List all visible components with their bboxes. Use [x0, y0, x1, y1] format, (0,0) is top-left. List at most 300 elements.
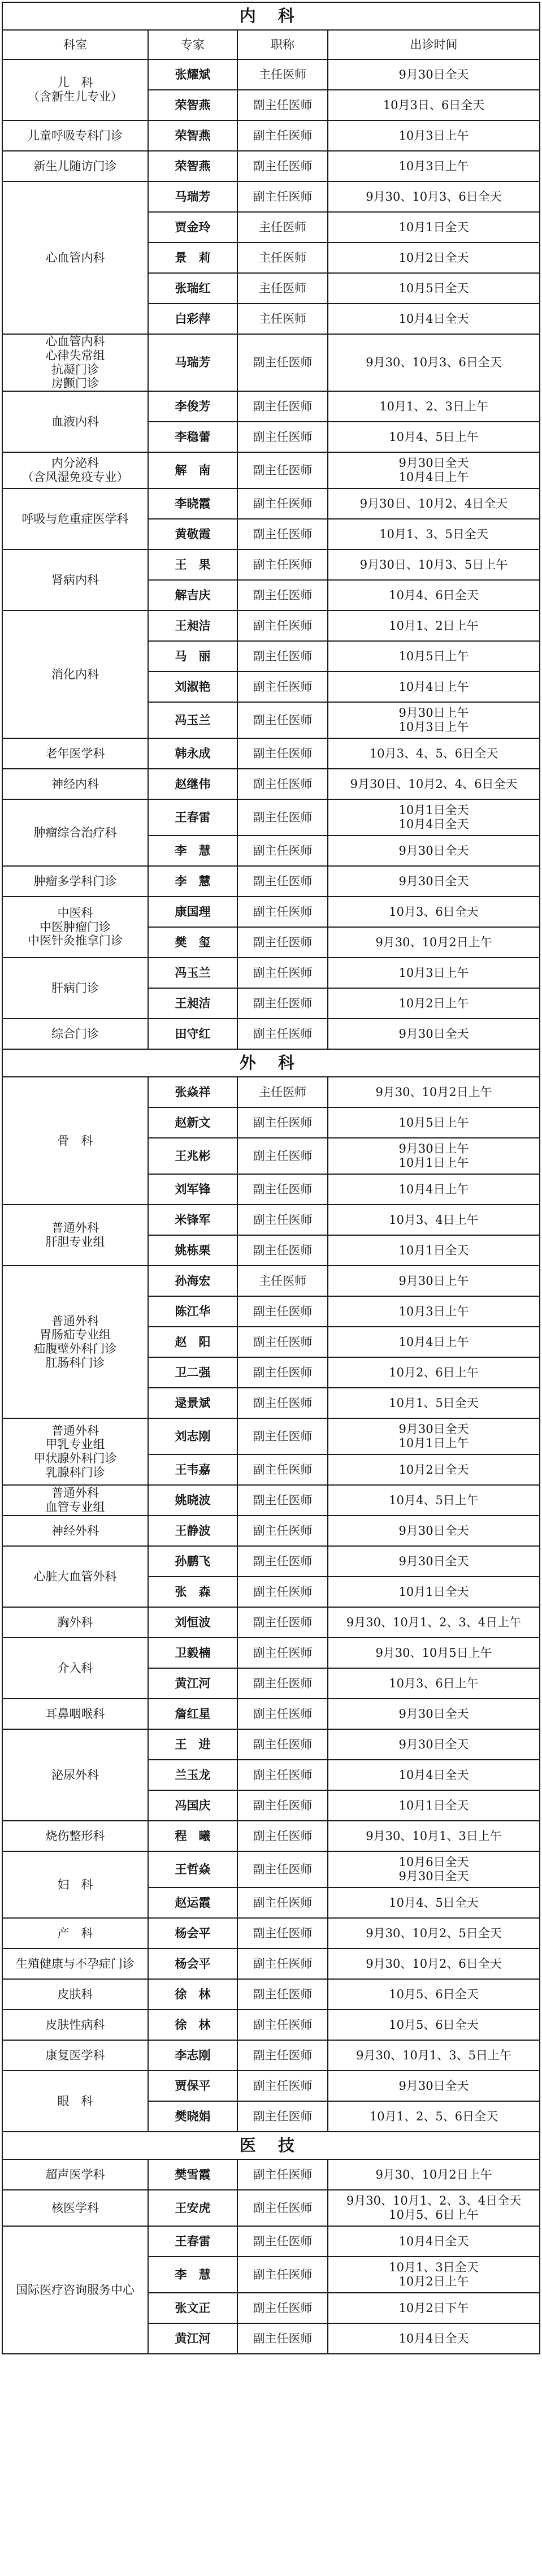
department-cell: 肿瘤多学科门诊	[2, 866, 148, 897]
doctor-cell: 程 曦	[148, 1821, 237, 1851]
time-cell: 9月30日全天	[328, 1729, 540, 1760]
table-row	[2, 549, 540, 580]
title-cell: 副主任医师	[237, 2323, 328, 2354]
title-cell: 副主任医师	[237, 2071, 328, 2101]
title-cell: 副主任医师	[237, 90, 328, 120]
doctor-cell: 李志刚	[148, 2040, 237, 2071]
title-cell: 副主任医师	[237, 1577, 328, 1607]
doctor-cell: 王昶洁	[148, 988, 237, 1019]
time-cell: 10月1日全天	[328, 1790, 540, 1821]
title-cell: 副主任医师	[237, 2293, 328, 2323]
time-cell: 10月4日上午	[328, 1327, 540, 1357]
department-cell: 儿 科 （含新生儿专业）	[2, 59, 148, 120]
title-cell: 副主任医师	[237, 181, 328, 212]
doctor-cell: 米锋军	[148, 1205, 237, 1235]
table-row	[2, 120, 540, 151]
table-row	[2, 1516, 540, 1546]
title-cell: 副主任医师	[237, 866, 328, 897]
title-cell: 副主任医师	[237, 334, 328, 391]
department-cell: 消化内科	[2, 611, 148, 738]
department-cell: 综合门诊	[2, 1019, 148, 1049]
title-cell: 主任医师	[237, 59, 328, 90]
doctor-cell: 姚栋栗	[148, 1235, 237, 1266]
doctor-cell: 李俊芳	[148, 391, 237, 422]
time-cell: 10月1、5日全天	[328, 1388, 540, 1418]
time-cell: 9月30日全天	[328, 835, 540, 866]
doctor-cell: 陈江华	[148, 1296, 237, 1327]
time-cell: 10月4日全天	[328, 2323, 540, 2354]
title-cell: 副主任医师	[237, 1418, 328, 1454]
doctor-cell: 樊 玺	[148, 927, 237, 958]
time-cell: 10月6日全天 9月30日全天	[328, 1851, 540, 1887]
doctor-cell: 徐 林	[148, 2010, 237, 2040]
title-cell: 副主任医师	[237, 2226, 328, 2257]
title-cell: 副主任医师	[237, 1205, 328, 1235]
table-row	[2, 1205, 540, 1235]
section-row	[2, 2, 540, 30]
title-cell: 副主任医师	[237, 151, 328, 181]
time-cell: 9月30日上午	[328, 1266, 540, 1296]
doctor-cell: 王 进	[148, 1729, 237, 1760]
time-cell: 10月1日全天 10月4日全天	[328, 799, 540, 835]
doctor-cell: 逯景斌	[148, 1388, 237, 1418]
time-cell: 9月30日上午 10月3日上午	[328, 702, 540, 738]
time-cell: 10月1日全天	[328, 1577, 540, 1607]
table-row	[2, 1918, 540, 1949]
title-cell: 副主任医师	[237, 519, 328, 549]
doctor-cell: 孙海宏	[148, 1266, 237, 1296]
table-row	[2, 958, 540, 988]
time-cell: 9月30、10月2日上午	[328, 2159, 540, 2190]
title-cell: 副主任医师	[237, 835, 328, 866]
title-cell: 副主任医师	[237, 1327, 328, 1357]
doctor-cell: 田守红	[148, 1019, 237, 1049]
table-row	[2, 1851, 540, 1887]
doctor-cell: 李 慧	[148, 2257, 237, 2293]
title-cell: 副主任医师	[237, 1638, 328, 1668]
time-cell: 10月1、2、3日上午	[328, 391, 540, 422]
department-cell: 生殖健康与不孕症门诊	[2, 1949, 148, 1979]
time-cell: 10月3日上午	[328, 120, 540, 151]
time-cell: 10月4日上午	[328, 1174, 540, 1205]
title-cell: 副主任医师	[237, 2159, 328, 2190]
title-cell: 副主任医师	[237, 1516, 328, 1546]
time-cell: 10月4、5日全天	[328, 1887, 540, 1918]
title-cell: 副主任医师	[237, 1729, 328, 1760]
table-row	[2, 866, 540, 897]
title-cell: 副主任医师	[237, 1887, 328, 1918]
title-cell: 副主任医师	[237, 549, 328, 580]
doctor-cell: 赵运霞	[148, 1887, 237, 1918]
title-cell: 副主任医师	[237, 641, 328, 672]
department-cell: 皮肤性病科	[2, 2010, 148, 2040]
title-cell: 副主任医师	[237, 1454, 328, 1485]
table-row	[2, 2040, 540, 2071]
time-cell: 9月30日全天	[328, 1019, 540, 1049]
doctor-cell: 樊雪霞	[148, 2159, 237, 2190]
time-cell: 9月30日上午 10月1日上午	[328, 1138, 540, 1174]
table-row	[2, 1485, 540, 1516]
table-row	[2, 2071, 540, 2101]
time-cell: 9月30、10月2日上午	[328, 927, 540, 958]
doctor-cell: 张 森	[148, 1577, 237, 1607]
title-cell: 主任医师	[237, 243, 328, 273]
section-row	[2, 2132, 540, 2159]
time-cell: 9月30日全天 10月1日上午	[328, 1418, 540, 1454]
time-cell: 9月30、10月2、6日全天	[328, 1949, 540, 1979]
time-cell: 10月4日全天	[328, 304, 540, 334]
title-cell: 主任医师	[237, 1077, 328, 1107]
time-cell: 10月4、5日上午	[328, 422, 540, 452]
table-row	[2, 391, 540, 422]
table-row	[2, 181, 540, 212]
department-cell: 产 科	[2, 1918, 148, 1949]
title-cell: 副主任医师	[237, 120, 328, 151]
doctor-cell: 王春雷	[148, 799, 237, 835]
doctor-cell: 李 慧	[148, 866, 237, 897]
time-cell: 10月3日上午	[328, 1296, 540, 1327]
title-cell: 副主任医师	[237, 958, 328, 988]
table-row	[2, 1077, 540, 1107]
department-cell: 心脏大血管外科	[2, 1546, 148, 1607]
doctor-cell: 马 丽	[148, 641, 237, 672]
time-cell: 9月30、10月2日上午	[328, 1077, 540, 1107]
schedule-table	[2, 2, 540, 2354]
table-row	[2, 59, 540, 90]
time-cell: 10月3日上午	[328, 151, 540, 181]
doctor-cell: 李 慧	[148, 835, 237, 866]
time-cell: 9月30日全天	[328, 2071, 540, 2101]
doctor-cell: 卫二强	[148, 1357, 237, 1388]
department-cell: 肿瘤综合治疗科	[2, 799, 148, 866]
doctor-cell: 刘恒波	[148, 1607, 237, 1638]
time-cell: 10月5、6日全天	[328, 2010, 540, 2040]
department-cell: 超声医学科	[2, 2159, 148, 2190]
table-row	[2, 151, 540, 181]
doctor-cell: 张文正	[148, 2293, 237, 2323]
time-cell: 10月1、2日上午	[328, 611, 540, 641]
doctor-cell: 王 果	[148, 549, 237, 580]
doctor-cell: 马瑞芳	[148, 181, 237, 212]
table-row	[2, 611, 540, 641]
doctor-cell: 王春雷	[148, 2226, 237, 2257]
doctor-cell: 白彩萍	[148, 304, 237, 334]
department-cell: 中医科 中医肿瘤门诊 中医针灸推拿门诊	[2, 897, 148, 958]
time-cell: 10月3、6日全天	[328, 897, 540, 927]
time-cell: 10月1、3、5日全天	[328, 519, 540, 549]
doctor-cell: 荣智燕	[148, 90, 237, 120]
title-cell: 副主任医师	[237, 452, 328, 488]
table-row	[2, 334, 540, 391]
section-title: 外 科	[2, 1049, 540, 1077]
title-cell: 副主任医师	[237, 1388, 328, 1418]
department-cell: 老年医学科	[2, 738, 148, 769]
department-cell: 眼 科	[2, 2071, 148, 2132]
table-row	[2, 1019, 540, 1049]
doctor-cell: 冯玉兰	[148, 702, 237, 738]
doctor-cell: 赵继伟	[148, 769, 237, 799]
time-cell: 9月30、10月1、3、5日上午	[328, 2040, 540, 2071]
title-cell: 主任医师	[237, 212, 328, 243]
department-cell: 心血管内科 心律失常组 抗凝门诊 房颤门诊	[2, 334, 148, 391]
time-cell: 10月2、6日上午	[328, 1357, 540, 1388]
time-cell: 10月4日全天	[328, 2226, 540, 2257]
time-cell: 9月30、10月3、6日全天	[328, 334, 540, 391]
department-cell: 皮肤科	[2, 1979, 148, 2010]
table-row	[2, 1949, 540, 1979]
title-cell: 副主任医师	[237, 1174, 328, 1205]
title-cell: 副主任医师	[237, 1546, 328, 1577]
doctor-cell: 杨会平	[148, 1949, 237, 1979]
time-cell: 10月1日全天	[328, 212, 540, 243]
table-row	[2, 897, 540, 927]
title-cell: 副主任医师	[237, 769, 328, 799]
doctor-cell: 冯国庆	[148, 1790, 237, 1821]
title-cell: 副主任医师	[237, 1918, 328, 1949]
title-cell: 副主任医师	[237, 1821, 328, 1851]
doctor-cell: 王哲焱	[148, 1851, 237, 1887]
doctor-cell: 张瑞红	[148, 273, 237, 304]
section-row	[2, 1049, 540, 1077]
time-cell: 10月5、6日全天	[328, 1979, 540, 2010]
table-row	[2, 1418, 540, 1454]
department-cell: 介入科	[2, 1638, 148, 1699]
doctor-cell: 徐 林	[148, 1979, 237, 2010]
department-cell: 儿童呼吸专科门诊	[2, 120, 148, 151]
title-cell: 副主任医师	[237, 1019, 328, 1049]
title-cell: 副主任医师	[237, 1138, 328, 1174]
time-cell: 10月4、5日上午	[328, 1485, 540, 1516]
title-cell: 副主任医师	[237, 391, 328, 422]
doctor-cell: 赵 阳	[148, 1327, 237, 1357]
department-cell: 烧伤整形科	[2, 1821, 148, 1851]
doctor-cell: 荣智燕	[148, 120, 237, 151]
title-cell: 副主任医师	[237, 1235, 328, 1266]
department-cell: 神经内科	[2, 769, 148, 799]
table-row	[2, 2190, 540, 2226]
time-cell: 10月3、4日上午	[328, 1205, 540, 1235]
title-cell: 副主任医师	[237, 1851, 328, 1887]
title-cell: 主任医师	[237, 304, 328, 334]
department-cell: 妇 科	[2, 1851, 148, 1918]
department-cell: 普通外科 胃肠疝专业组 疝腹壁外科门诊 肛肠科门诊	[2, 1266, 148, 1418]
time-cell: 10月3日、6日全天	[328, 90, 540, 120]
time-cell: 10月1、3日全天 10月2日上午	[328, 2257, 540, 2293]
doctor-cell: 贾金玲	[148, 212, 237, 243]
title-cell: 副主任医师	[237, 1790, 328, 1821]
department-cell: 心血管内科	[2, 181, 148, 334]
department-cell: 内分泌科 （含风湿免疫专业）	[2, 452, 148, 488]
title-cell: 副主任医师	[237, 672, 328, 702]
time-cell: 10月2日上午	[328, 988, 540, 1019]
time-cell: 10月1、2、5、6日全天	[328, 2101, 540, 2132]
title-cell: 副主任医师	[237, 927, 328, 958]
department-cell: 国际医疗咨询服务中心	[2, 2226, 148, 2354]
title-cell: 副主任医师	[237, 611, 328, 641]
doctor-cell: 詹红星	[148, 1699, 237, 1729]
title-cell: 副主任医师	[237, 580, 328, 611]
doctor-cell: 马瑞芳	[148, 334, 237, 391]
doctor-cell: 解吉庆	[148, 580, 237, 611]
table-row	[2, 1546, 540, 1577]
doctor-cell: 王安虎	[148, 2190, 237, 2226]
title-cell: 副主任医师	[237, 1949, 328, 1979]
time-cell: 9月30、10月3、6日全天	[328, 181, 540, 212]
doctor-cell: 荣智燕	[148, 151, 237, 181]
title-cell: 副主任医师	[237, 738, 328, 769]
time-cell: 10月3、4、5、6日全天	[328, 738, 540, 769]
department-cell: 肾病内科	[2, 549, 148, 611]
title-cell: 副主任医师	[237, 1699, 328, 1729]
title-cell: 副主任医师	[237, 1668, 328, 1699]
table-row	[2, 2226, 540, 2257]
time-cell: 9月30日、10月2、4、6日全天	[328, 769, 540, 799]
department-cell: 普通外科 血管专业组	[2, 1485, 148, 1516]
department-cell: 康复医学科	[2, 2040, 148, 2071]
department-cell: 核医学科	[2, 2190, 148, 2226]
doctor-cell: 王兆彬	[148, 1138, 237, 1174]
time-cell: 9月30、10月2、5日全天	[328, 1918, 540, 1949]
time-cell: 9月30、10月1、2、3、4日全天 10月5、6日上午	[328, 2190, 540, 2226]
table-row	[2, 1729, 540, 1760]
title-cell: 副主任医师	[237, 897, 328, 927]
title-cell: 副主任医师	[237, 2190, 328, 2226]
header-row	[2, 30, 540, 59]
doctor-cell: 刘淑艳	[148, 672, 237, 702]
time-cell: 10月3、6日上午	[328, 1668, 540, 1699]
title-cell: 副主任医师	[237, 422, 328, 452]
time-cell: 10月5日上午	[328, 1107, 540, 1138]
title-cell: 副主任医师	[237, 2040, 328, 2071]
doctor-cell: 李稳蕾	[148, 422, 237, 452]
table-row	[2, 799, 540, 835]
table-row	[2, 452, 540, 488]
time-cell: 9月30、10月5日上午	[328, 1638, 540, 1668]
department-cell: 骨 科	[2, 1077, 148, 1205]
time-cell: 10月2日下午	[328, 2293, 540, 2323]
table-row	[2, 1266, 540, 1296]
department-cell: 胸外科	[2, 1607, 148, 1638]
table-row	[2, 738, 540, 769]
doctor-cell: 李晓霞	[148, 488, 237, 519]
title-cell: 副主任医师	[237, 2010, 328, 2040]
section-title: 医 技	[2, 2132, 540, 2159]
doctor-cell: 樊晓娟	[148, 2101, 237, 2132]
doctor-cell: 王静波	[148, 1516, 237, 1546]
title-cell: 副主任医师	[237, 799, 328, 835]
department-cell: 血液内科	[2, 391, 148, 452]
department-cell: 神经外科	[2, 1516, 148, 1546]
title-cell: 副主任医师	[237, 1607, 328, 1638]
time-cell: 9月30日、10月2、4日全天	[328, 488, 540, 519]
doctor-cell: 黄敬霞	[148, 519, 237, 549]
doctor-cell: 景 莉	[148, 243, 237, 273]
table-row	[2, 1699, 540, 1729]
department-cell: 新生儿随访门诊	[2, 151, 148, 181]
doctor-cell: 王昶洁	[148, 611, 237, 641]
title-cell: 副主任医师	[237, 1296, 328, 1327]
department-cell: 普通外科 甲乳专业组 甲状腺外科门诊 乳腺科门诊	[2, 1418, 148, 1485]
table-row	[2, 2159, 540, 2190]
doctor-cell: 刘志刚	[148, 1418, 237, 1454]
time-cell: 10月2日全天	[328, 243, 540, 273]
time-cell: 9月30日全天	[328, 59, 540, 90]
title-cell: 副主任医师	[237, 488, 328, 519]
title-cell: 副主任医师	[237, 1760, 328, 1790]
table-row	[2, 1821, 540, 1851]
title-cell: 副主任医师	[237, 1107, 328, 1138]
table-row	[2, 1607, 540, 1638]
table-row	[2, 2010, 540, 2040]
doctor-cell: 刘军锋	[148, 1174, 237, 1205]
column-header-dept: 科室	[2, 30, 148, 59]
time-cell: 9月30日、10月3、5日上午	[328, 549, 540, 580]
title-cell: 副主任医师	[237, 2101, 328, 2132]
doctor-cell: 冯玉兰	[148, 958, 237, 988]
title-cell: 主任医师	[237, 273, 328, 304]
column-header-time: 出诊时间	[328, 30, 540, 59]
title-cell: 主任医师	[237, 1266, 328, 1296]
doctor-cell: 姚晓波	[148, 1485, 237, 1516]
doctor-cell: 张耀斌	[148, 59, 237, 90]
time-cell: 9月30日全天	[328, 1516, 540, 1546]
column-header-title: 职称	[237, 30, 328, 59]
doctor-cell: 赵新文	[148, 1107, 237, 1138]
time-cell: 9月30、10月1、2、3、4日上午	[328, 1607, 540, 1638]
time-cell: 9月30日全天	[328, 1699, 540, 1729]
doctor-cell: 兰玉龙	[148, 1760, 237, 1790]
section-title: 内 科	[2, 2, 540, 30]
title-cell: 副主任医师	[237, 988, 328, 1019]
title-cell: 副主任医师	[237, 2257, 328, 2293]
table-row	[2, 1638, 540, 1668]
department-cell: 泌尿外科	[2, 1729, 148, 1821]
doctor-cell: 张焱祥	[148, 1077, 237, 1107]
time-cell: 10月2日全天	[328, 1454, 540, 1485]
doctor-cell: 康国理	[148, 897, 237, 927]
doctor-cell: 贾保平	[148, 2071, 237, 2101]
time-cell: 10月4日上午	[328, 672, 540, 702]
time-cell: 10月4、6日全天	[328, 580, 540, 611]
time-cell: 10月3日上午	[328, 958, 540, 988]
department-cell: 肝病门诊	[2, 958, 148, 1019]
time-cell: 9月30日全天	[328, 866, 540, 897]
doctor-cell: 黄江河	[148, 2323, 237, 2354]
time-cell: 9月30、10月1、3日上午	[328, 1821, 540, 1851]
time-cell: 10月5日上午	[328, 641, 540, 672]
doctor-cell: 黄江河	[148, 1668, 237, 1699]
doctor-cell: 卫毅楠	[148, 1638, 237, 1668]
time-cell: 10月5日全天	[328, 273, 540, 304]
doctor-cell: 韩永成	[148, 738, 237, 769]
doctor-cell: 孙鹏飞	[148, 1546, 237, 1577]
doctor-cell: 杨会平	[148, 1918, 237, 1949]
doctor-cell: 王韦嘉	[148, 1454, 237, 1485]
column-header-doctor: 专家	[148, 30, 237, 59]
table-row	[2, 488, 540, 519]
table-row	[2, 769, 540, 799]
department-cell: 耳鼻咽喉科	[2, 1699, 148, 1729]
time-cell: 9月30日全天	[328, 1546, 540, 1577]
department-cell: 呼吸与危重症医学科	[2, 488, 148, 549]
doctor-cell: 解 南	[148, 452, 237, 488]
title-cell: 副主任医师	[237, 1485, 328, 1516]
title-cell: 副主任医师	[237, 1357, 328, 1388]
department-cell: 普通外科 肝胆专业组	[2, 1205, 148, 1266]
table-row	[2, 1979, 540, 2010]
title-cell: 副主任医师	[237, 702, 328, 738]
time-cell: 10月4日全天	[328, 1760, 540, 1790]
